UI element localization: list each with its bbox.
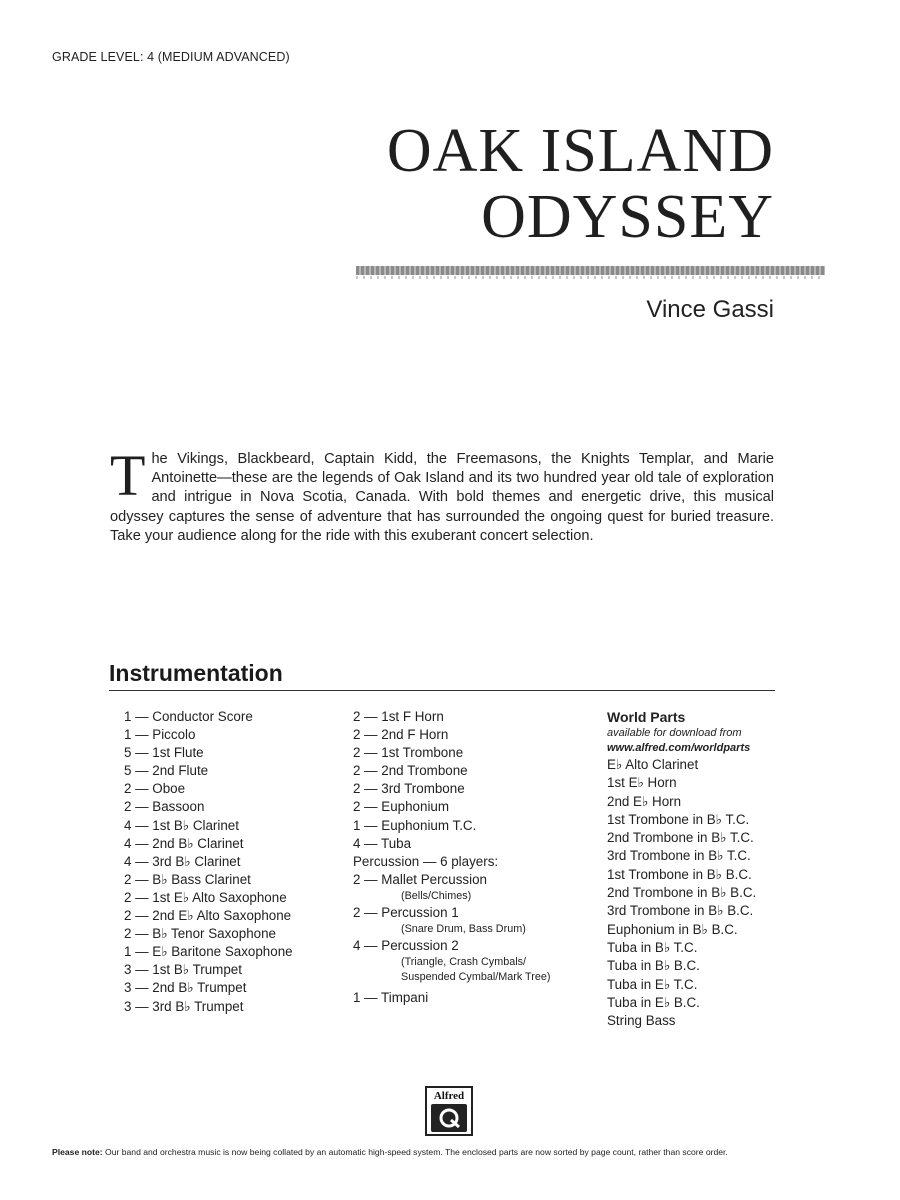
instrument-item: 3 — 3rd B♭ Trumpet <box>124 998 244 1014</box>
instrument-item: 4 — 2nd B♭ Clarinet <box>124 835 244 851</box>
grade-level: GRADE LEVEL: 4 (MEDIUM ADVANCED) <box>52 50 290 64</box>
world-part-item: 1st Trombone in B♭ B.C. <box>607 866 752 882</box>
instrumentation-heading: Instrumentation <box>109 660 283 686</box>
instrument-item: 1 — Timpani <box>353 990 429 1006</box>
instrumentation-rule <box>109 690 775 691</box>
title-line-1: OAK ISLAND <box>386 117 774 185</box>
world-part-item: E♭ Alto Clarinet <box>607 757 699 772</box>
intro-text: he Vikings, Blackbeard, Captain Kidd, the Freemasons, the Knights Templar, and Marie Antoinette—these are the legends of Oak Island and its two hundred year old tale of exploration and intrigue in Nova Scotia, Canada. With bold themes and energetic drive, this musical odyssey captures the sense of adventure that has surrounded the ongoing quest for buried treasure. Take your audience along for the ride with this exuberant concert selection. <box>110 451 774 544</box>
instrument-item: 2 — 2nd E♭ Alto Saxophone <box>124 908 292 924</box>
instrument-note: (Snare Drum, Bass Drum) <box>401 923 526 936</box>
instrument-column-1 <box>124 708 339 1016</box>
instrument-item: 2 — Percussion 1 <box>353 904 459 920</box>
instrument-item: 4 — Percussion 2 <box>353 938 459 954</box>
title-divider-dots <box>356 276 825 279</box>
instrument-item: 2 — 1st E♭ Alto Saxophone <box>124 889 287 905</box>
world-parts-url[interactable]: www.alfred.com/worldparts <box>607 742 751 754</box>
world-parts-column <box>607 708 807 1030</box>
world-part-item: 1st E♭ Horn <box>607 775 677 791</box>
instrument-item: 1 — Piccolo <box>124 727 196 743</box>
world-part-item: Tuba in B♭ B.C. <box>607 958 700 974</box>
instrument-item: 2 — Oboe <box>124 781 186 797</box>
instrument-item: 4 — 1st B♭ Clarinet <box>124 817 239 833</box>
intro-paragraph <box>110 443 774 546</box>
world-parts-title: World Parts <box>607 709 686 725</box>
title-line-2: ODYSSEY <box>481 183 774 251</box>
instrument-item: 2 — 2nd F Horn <box>353 727 449 743</box>
instrument-item: 2 — Mallet Percussion <box>353 871 487 887</box>
world-part-item: 3rd Trombone in B♭ T.C. <box>607 848 751 864</box>
instrument-item: 2 — 2nd Trombone <box>353 763 468 779</box>
footer-note-lead: Please note: <box>52 1147 103 1157</box>
instrument-item: 1 — Conductor Score <box>124 709 253 724</box>
page-title <box>387 118 774 250</box>
instrument-item: 2 — Euphonium <box>353 799 450 815</box>
footer-note-text: Our band and orchestra music is now being collated by an automatic high-speed system. The enclosed parts are now sorted by page count, rather than score order. <box>102 1147 728 1157</box>
world-part-item: Tuba in B♭ T.C. <box>607 939 698 955</box>
instrument-item: 2 — B♭ Tenor Saxophone <box>124 926 276 942</box>
instrument-item: 1 — E♭ Baritone Saxophone <box>124 944 293 960</box>
alfred-logo-mark-icon <box>431 1104 467 1132</box>
alfred-logo <box>425 1086 473 1136</box>
world-part-item: Tuba in E♭ B.C. <box>607 994 700 1010</box>
instrument-item: 2 — 3rd Trombone <box>353 781 465 797</box>
world-part-item: Tuba in E♭ T.C. <box>607 976 698 992</box>
instrument-item: 2 — B♭ Bass Clarinet <box>124 871 251 887</box>
world-part-item: 2nd Trombone in B♭ B.C. <box>607 885 757 901</box>
percussion-heading: Percussion — 6 players: <box>353 853 499 869</box>
instrument-item: 1 — Euphonium T.C. <box>353 817 477 833</box>
instrument-item: 5 — 2nd Flute <box>124 763 209 779</box>
world-part-item: 1st Trombone in B♭ T.C. <box>607 811 750 827</box>
instrument-item: 2 — 1st Trombone <box>353 745 464 761</box>
instrument-item: 5 — 1st Flute <box>124 745 204 761</box>
instrument-note: (Triangle, Crash Cymbals/ Suspended Cymbal/Mark Tree) <box>401 956 551 984</box>
instrument-item: 4 — 3rd B♭ Clarinet <box>124 853 241 869</box>
composer-name: Vince Gassi <box>646 296 774 323</box>
instrument-item: 3 — 2nd B♭ Trumpet <box>124 980 247 996</box>
instrument-item: 3 — 1st B♭ Trumpet <box>124 962 242 978</box>
world-part-item: 2nd E♭ Horn <box>607 793 682 809</box>
footer-note <box>52 1147 852 1158</box>
drop-cap: T <box>110 443 146 508</box>
world-part-item: 2nd Trombone in B♭ T.C. <box>607 830 754 846</box>
world-part-item: String Bass <box>607 1013 676 1029</box>
instrument-column-2 <box>353 708 568 1007</box>
instrument-item: 4 — Tuba <box>353 835 412 851</box>
world-part-item: Euphonium in B♭ B.C. <box>607 921 738 937</box>
world-parts-note: available for download from <box>607 727 742 739</box>
instrument-note: (Bells/Chimes) <box>401 889 472 902</box>
world-part-item: 3rd Trombone in B♭ B.C. <box>607 903 754 919</box>
alfred-logo-wordmark: Alfred <box>433 1090 465 1102</box>
instrument-item: 2 — 1st F Horn <box>353 709 444 724</box>
title-divider <box>356 266 825 275</box>
instrument-item: 2 — Bassoon <box>124 799 205 815</box>
